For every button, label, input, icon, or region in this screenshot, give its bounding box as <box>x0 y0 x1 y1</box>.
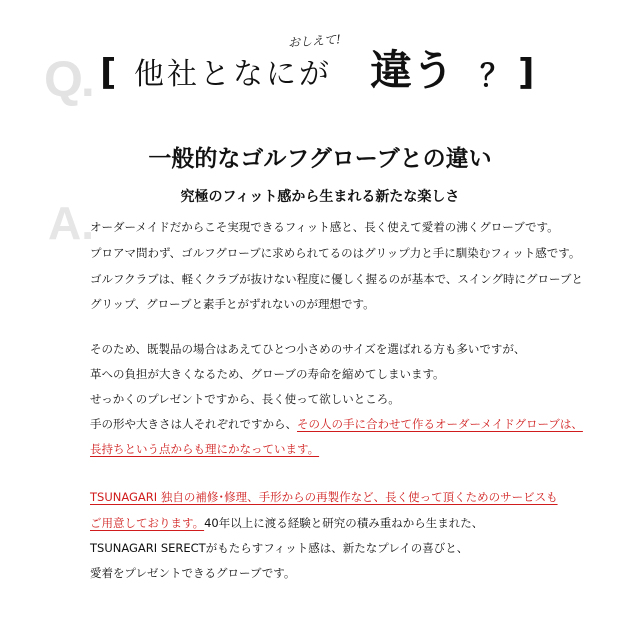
handwritten-note: おしえて! <box>287 32 342 50</box>
body-line-5: そのため、既製品の場合はあえてひとつ小さめのサイズを選ばれる方も多いですが、 <box>90 342 526 356</box>
highlight-available: ご用意しております。 <box>90 516 205 530</box>
title-open-bracket: [ <box>100 52 117 93</box>
section-heading: 一般的なゴルフグローブとの違い <box>148 146 492 172</box>
body-line-8 <box>90 419 583 431</box>
body-line-3: ゴルフクラブは、軽くクラブが抜けない程度に優しく握るのが基本で、スイング時にグローブと <box>90 272 583 286</box>
highlight-order-made: その人の手に合わせて作るオーダーメイドグローブは、 <box>297 417 583 431</box>
title-question-mark: ？ <box>480 59 510 94</box>
section-subheading: 究極のフィット感から生まれる新たな楽しさ <box>180 189 460 205</box>
body-line-1: オーダーメイドだからこそ実現できるフィット感と、長く使えて愛着の沸くグローブです。 <box>90 220 559 234</box>
a-mark: A. <box>48 197 94 249</box>
body-line-2: プロアマ問わず、ゴルフグローブに求められてるのはグリップ力と手に馴染むフィット感です。 <box>90 246 581 260</box>
body-line-11 <box>90 518 483 530</box>
body-line-10 <box>90 492 558 504</box>
body-line-11-text: 40年以上に渡る経験と研究の積み重ねから生まれた、 <box>204 516 484 530</box>
body-line-12: TSUNAGARI SERECTがもたらすフィット感は、新たなプレイの喜びと、 <box>90 541 469 555</box>
title-emphasis: 違う <box>370 46 455 95</box>
q-mark: Q. <box>44 51 93 107</box>
body-line-7: せっかくのプレゼントですから、長く使って欲しいところ。 <box>90 392 400 406</box>
body-line-8-text: 手の形や大きさは人それぞれですから、 <box>90 417 297 431</box>
body-line-13: 愛着をプレゼントできるグローブです。 <box>90 566 296 580</box>
highlight-long-lasting: 長持ちという点からも理にかなっています。 <box>90 442 320 456</box>
title-main: 他社となにが <box>134 57 332 92</box>
body-line-9 <box>90 444 319 456</box>
body-line-6: 革への負担が大きくなるため、グローブの寿命を縮めてしまいます。 <box>90 367 445 381</box>
highlight-repair-service: TSUNAGARI 独自の補修･修理、手形からの再製作など、長く使って頂くためのサービスも <box>90 490 558 504</box>
body-line-4: グリップ、グローブと素手とがずれないのが理想です。 <box>90 297 375 311</box>
title-close-bracket: ] <box>518 52 535 93</box>
